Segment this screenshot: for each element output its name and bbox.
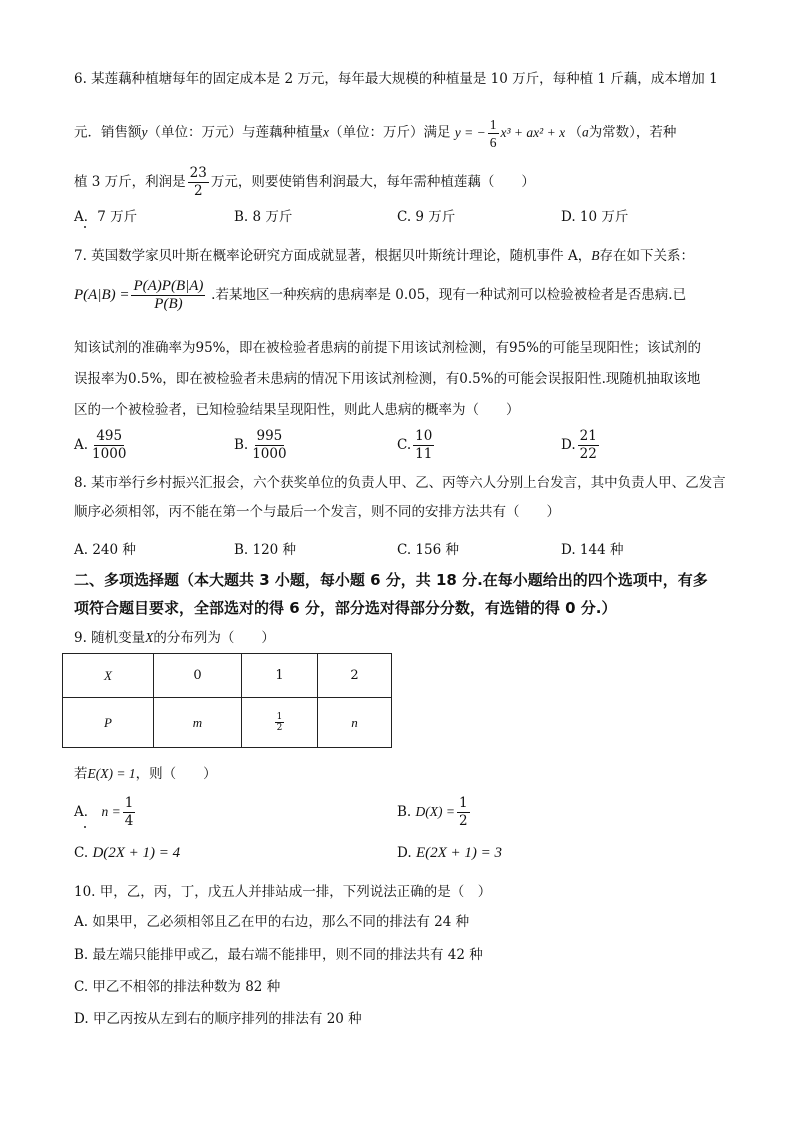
- formula-lhs: P(A|B) =: [74, 286, 130, 303]
- q6-option-b[interactable]: B. 8 万斤: [234, 209, 293, 225]
- q8-line-2: 顺序必须相邻，丙不能在第一个与最后一个发言，则不同的安排方法共有（ ）: [74, 504, 560, 520]
- q8-line-1: 8. 某市举行乡村振兴汇报会，六个获奖单位的负责人甲、乙、丙等六人分别上台发言，其中负责人甲、乙发言: [74, 475, 726, 491]
- numerator: 995: [256, 428, 283, 444]
- q6-text: 植 3 万斤，利润是: [74, 174, 186, 190]
- q8-option-c[interactable]: C. 156 种: [397, 542, 459, 558]
- numerator: P(A)P(B|A): [133, 278, 204, 294]
- q7-line-2: [74, 278, 686, 313]
- option-fraction: [413, 428, 434, 463]
- option-label: C.: [397, 437, 412, 453]
- q6-text: （: [568, 124, 582, 141]
- q6-option-c[interactable]: C. 9 万斤: [397, 209, 456, 225]
- fraction-profit: [188, 165, 209, 200]
- fraction-one-sixth: [488, 116, 499, 151]
- table-cell: 0: [154, 654, 242, 698]
- var-x: x: [323, 124, 329, 140]
- table-cell: 2: [318, 654, 392, 698]
- decorative-dot: [84, 826, 86, 828]
- q9-text: 的分布列为（ ）: [153, 630, 275, 646]
- q6-line-3: [74, 165, 535, 200]
- q9-text: 若: [74, 766, 88, 782]
- option-fraction: [123, 795, 136, 830]
- decorative-dot: [84, 226, 86, 228]
- denominator: 1000: [92, 446, 127, 462]
- q6-text: （单位：万斤）满足: [329, 124, 451, 141]
- formula-lhs: y = −: [454, 124, 486, 140]
- option-label: A．: [74, 804, 98, 820]
- option-label: D.: [397, 845, 412, 861]
- option-fraction: [250, 428, 288, 463]
- denominator: 6: [489, 135, 497, 150]
- q7-line-4: 误报率为0.5%，即在被检验者未患病的情况下用该试剂检测，有0.5%的可能会误报阳性.现随机抽取该地: [74, 371, 701, 387]
- q6-line-1: 6. 某莲藕种植塘每年的固定成本是 2 万元，每年最大规模的种植量是 10 万斤，每种植 1 斤藕，成本增加 1: [74, 71, 718, 87]
- q6-text: （单位：万元）与莲藕种植量: [147, 124, 323, 141]
- table-cell: n: [318, 698, 392, 748]
- option-formula: D(X) =: [415, 804, 455, 819]
- q9-option-c[interactable]: [74, 845, 180, 862]
- table-cell: 1: [242, 654, 318, 698]
- q6-text: 万元，则要使销售利润最大，每年需种植莲藕（ ）: [210, 174, 535, 190]
- q10-option-a[interactable]: A. 如果甲，乙必须相邻且乙在甲的右边，那么不同的排法有 24 种: [74, 914, 470, 930]
- option-formula: n =: [101, 804, 121, 819]
- q7-text: 存在如下关系：: [599, 248, 694, 264]
- q7-text: 7. 英国数学家贝叶斯在概率论研究方面成就显著，根据贝叶斯统计理论，随机事件 A，: [74, 248, 592, 264]
- table-row: [63, 654, 392, 698]
- q8-option-d[interactable]: D. 144 种: [561, 542, 624, 558]
- denominator: 22: [579, 446, 597, 462]
- q6-formula: [454, 117, 569, 150]
- q10-option-b[interactable]: B. 最左端只能排甲或乙，最右端不能排甲，则不同的排法共有 42 种: [74, 947, 483, 963]
- q8-option-a[interactable]: A. 240 种: [74, 542, 136, 558]
- q6-option-d[interactable]: D. 10 万斤: [561, 209, 629, 225]
- denominator: 2: [193, 183, 203, 199]
- q6-option-a[interactable]: A．7 万斤: [74, 209, 138, 225]
- q7-option-d[interactable]: [561, 428, 601, 463]
- option-label: D.: [561, 437, 576, 453]
- denominator: 2: [276, 723, 283, 733]
- numerator: 23: [189, 165, 207, 181]
- bayes-formula: [74, 278, 211, 312]
- var-y: y: [141, 124, 148, 140]
- numerator: 10: [415, 428, 433, 444]
- var-a: a: [581, 124, 589, 140]
- numerator: 21: [579, 428, 597, 444]
- table-cell: X: [63, 654, 154, 698]
- option-formula: E(2X + 1) = 3: [415, 845, 502, 861]
- option-fraction: [90, 428, 128, 463]
- q9-option-d[interactable]: [397, 845, 502, 862]
- denominator: 1000: [252, 446, 287, 462]
- table-cell: P: [63, 698, 154, 748]
- q7-line-1: [74, 247, 694, 265]
- q9-option-a[interactable]: [74, 795, 137, 830]
- table-cell: m: [154, 698, 242, 748]
- q7-line-3: 知该试剂的准确率为95%，即在被检验者患病的前提下用该试剂检测，有95%的可能呈现阳性；该试剂的: [74, 340, 702, 356]
- q8-option-b[interactable]: B. 120 种: [234, 542, 297, 558]
- q9-text: ，则（ ）: [135, 766, 217, 782]
- numerator: 1: [459, 795, 468, 811]
- denominator: P(B): [154, 296, 183, 312]
- denominator: 4: [124, 813, 134, 829]
- distribution-table: [62, 653, 392, 748]
- option-label: C.: [74, 845, 89, 861]
- q10-stem: 10. 甲，乙，丙，丁，戊五人并排站成一排，下列说法正确的是（ ）: [74, 884, 492, 900]
- var-b: B: [591, 248, 600, 263]
- option-label: A.: [74, 437, 89, 453]
- q6-text: 元．销售额: [74, 124, 142, 141]
- section-heading-line-2: 项符合题目要求，全部选对的得 6 分，部分选对得部分分数，有选错的得 0 分.）: [74, 599, 617, 617]
- q10-option-c[interactable]: C. 甲乙不相邻的排法种数为 82 种: [74, 979, 281, 995]
- table-row: [63, 698, 392, 748]
- q6-line-2: [74, 116, 676, 151]
- condition-formula: E(X) = 1: [87, 766, 136, 781]
- option-fraction: [457, 795, 470, 830]
- q7-option-b[interactable]: [234, 428, 291, 463]
- q7-option-a[interactable]: [74, 428, 130, 463]
- var-x: X: [145, 630, 154, 645]
- q7-text: .若某地区一种疾病的患病率是 0.05，现有一种试剂可以检验被检者是否患病.已: [211, 286, 687, 303]
- q9-stem: [74, 629, 275, 647]
- option-label: B.: [397, 804, 412, 820]
- q7-line-5: 区的一个被检验者，已知检验结果呈现阳性，则此人患病的概率为（ ）: [74, 402, 520, 418]
- q9-text: 9. 随机变量: [74, 630, 146, 646]
- q7-option-c[interactable]: [397, 428, 436, 463]
- denominator: 2: [459, 813, 468, 829]
- option-label: B.: [234, 437, 249, 453]
- numerator: 1: [489, 117, 497, 132]
- q9-condition: [74, 765, 217, 783]
- fraction-one-half: [275, 712, 285, 733]
- q9-option-b[interactable]: [397, 795, 472, 830]
- numerator: 495: [96, 428, 123, 444]
- option-formula: D(2X + 1) = 4: [92, 845, 181, 861]
- q6-text: 为常数），若种: [588, 124, 677, 141]
- option-fraction: [578, 428, 599, 463]
- q10-option-d[interactable]: D. 甲乙丙按从左到右的顺序排列的排法有 20 种: [74, 1011, 362, 1027]
- formula-rhs: x³ + ax² + x: [500, 124, 566, 140]
- bayes-fraction: [131, 278, 205, 313]
- numerator: 1: [124, 795, 134, 811]
- numerator: 1: [276, 712, 283, 722]
- table-cell: [242, 698, 318, 748]
- denominator: 11: [415, 446, 433, 462]
- section-heading-line-1: 二、多项选择题（本大题共 3 小题，每小题 6 分，共 18 分.在每小题给出的四个选项中，有多: [74, 571, 708, 589]
